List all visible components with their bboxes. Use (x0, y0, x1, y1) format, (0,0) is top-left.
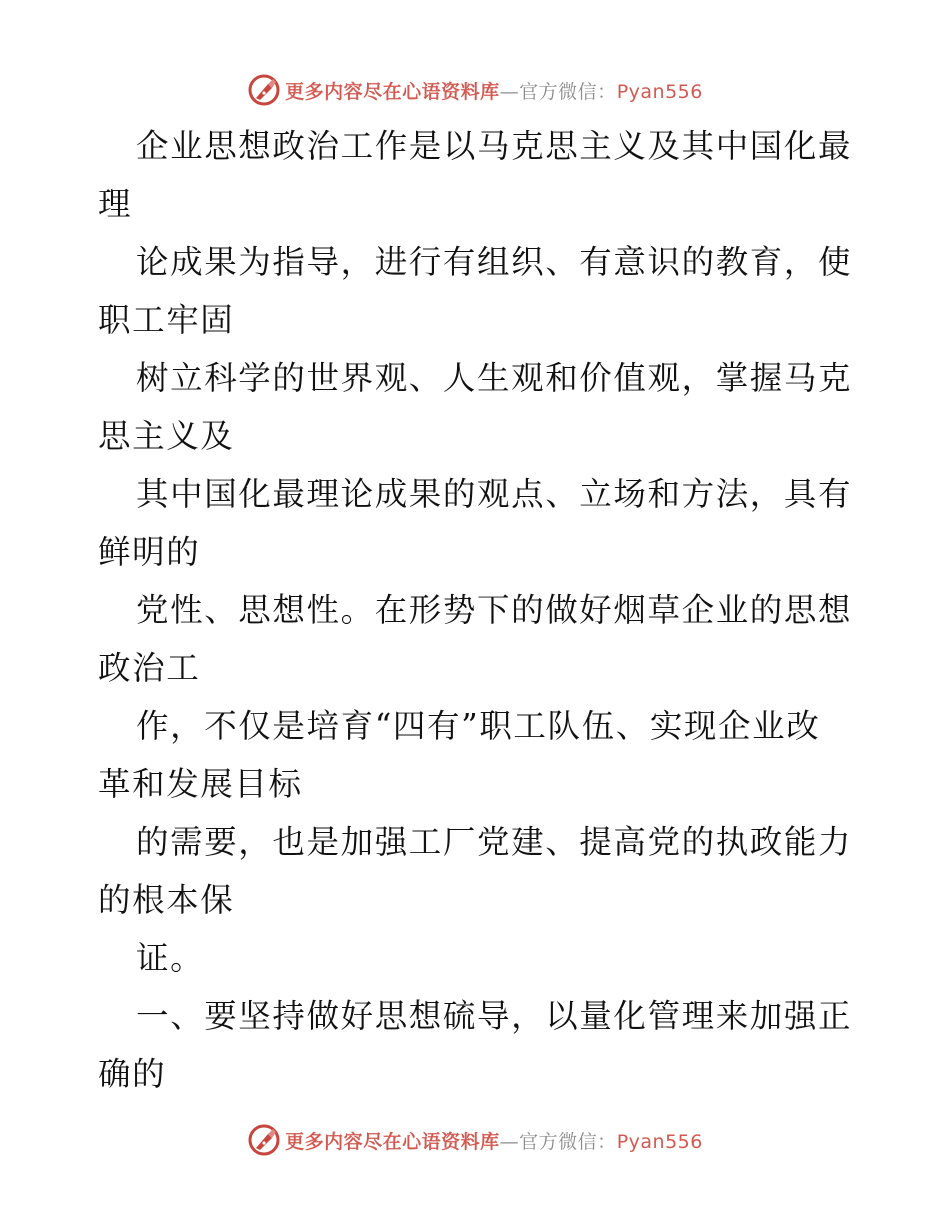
banner-wechat-label: 官方微信： (519, 80, 617, 103)
body-line: 企业思想政治工作是以马克思主义及其中国化最 (136, 127, 853, 165)
banner-wechat-label: 官方微信： (519, 1130, 617, 1153)
banner-wechat-id: Pyan556 (616, 1130, 703, 1153)
banner-brand: 更多内容尽在心语资料库 (285, 1130, 500, 1153)
body-line: 政治工 (98, 649, 201, 687)
banner-separator: — (499, 80, 520, 103)
body-line: 的根本保 (98, 881, 235, 919)
body-line: 党性、思想性。在形势下的做好烟草企业的思想 (136, 591, 853, 629)
body-line: 理 (98, 185, 133, 223)
body-line: 论成果为指导，进行有组织、有意识的教育，使 (136, 243, 853, 281)
body-line: 一、要坚持做好思想硫导，以量化管理来加强正 (136, 997, 853, 1035)
banner-text (285, 1127, 703, 1154)
body-line: 鲜明的 (98, 533, 201, 571)
pen-nib-logo-icon (247, 1123, 281, 1157)
body-line: 职工牢固 (98, 301, 235, 339)
banner-text (285, 77, 703, 104)
body-line: 树立科学的世界观、人生观和价值观，掌握马克 (136, 359, 853, 397)
banner-wechat-id: Pyan556 (616, 80, 703, 103)
body-line: 其中国化最理论成果的观点、立场和方法，具有 (136, 475, 853, 513)
body-line: 的需要，也是加强工厂党建、提高党的执政能力 (136, 823, 853, 861)
banner-separator: — (499, 1130, 520, 1153)
body-line: 思主义及 (98, 417, 235, 455)
body-line: 作，不仅是培育“四有”职工队伍、实现企业改 (136, 707, 821, 745)
pen-nib-logo-icon (247, 73, 281, 107)
header-banner (0, 70, 950, 110)
body-line: 确的 (98, 1055, 167, 1093)
body-line: 证。 (136, 939, 205, 977)
body-line: 革和发展目标 (98, 765, 303, 803)
banner-brand: 更多内容尽在心语资料库 (285, 80, 500, 103)
footer-banner (0, 1120, 950, 1160)
document-body (98, 117, 858, 1103)
